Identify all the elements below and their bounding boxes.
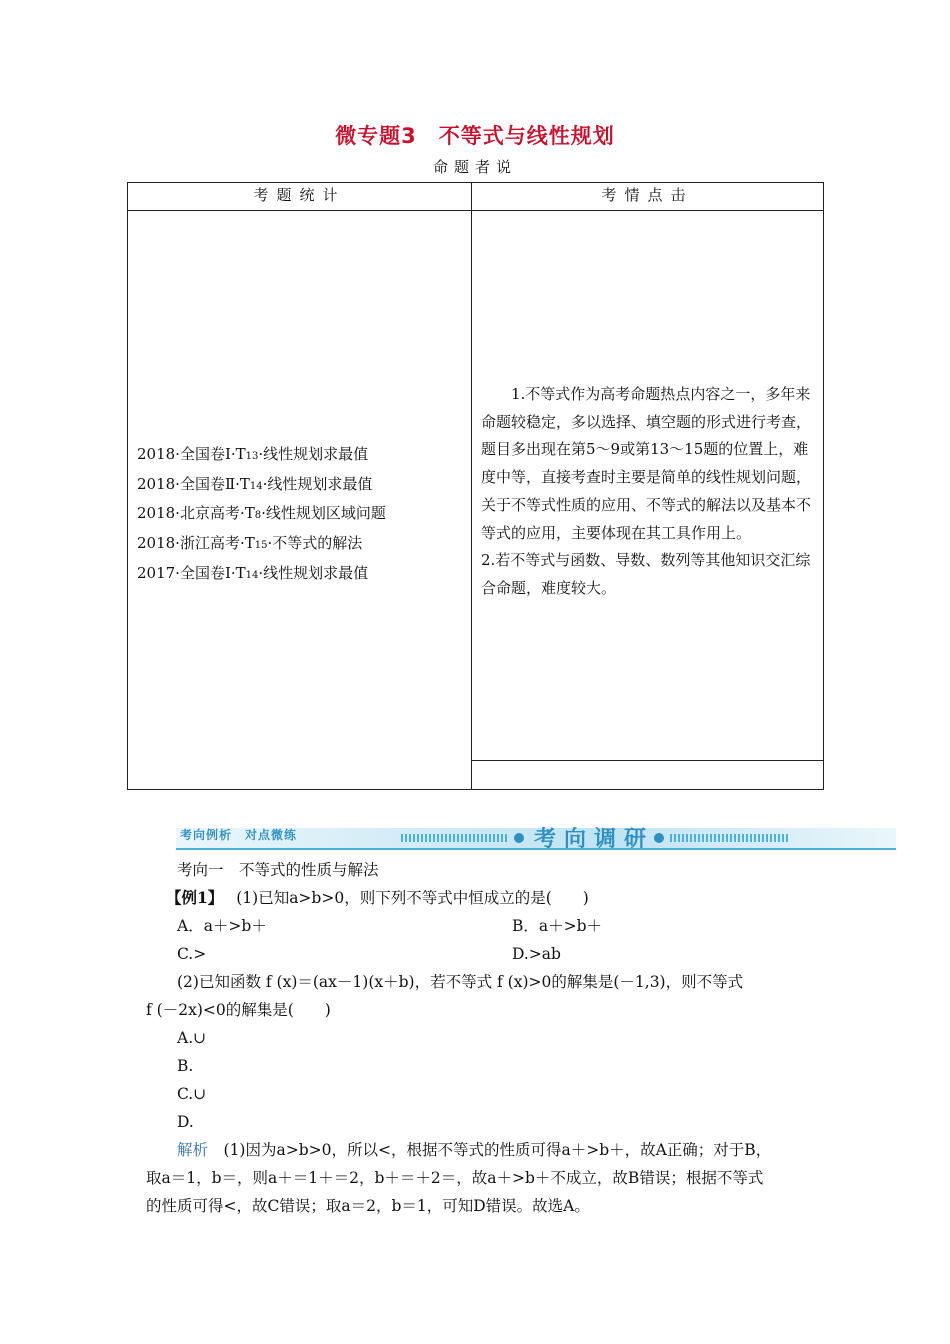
stat-topic: ·线性规划求最值 xyxy=(258,563,369,582)
solution-label: 解析 xyxy=(177,1141,209,1159)
section-heading: 考向一 不等式的性质与解法 xyxy=(177,861,379,879)
example-q1: (1)已知a>b>0，则下列不等式中恒成立的是( ) xyxy=(236,889,589,907)
page-title: 微专题3 不等式与线性规划 xyxy=(335,124,615,148)
banner-ball-icon xyxy=(654,833,664,843)
stat-item xyxy=(137,471,386,501)
point-1: 1.不等式作为高考命题热点内容之一，多年来命题较稳定，多以选择、填空题的形式进行考查，题目多出现在第5～9或第13～15题的位置上，难度中等，直接考查时主要是简单的线性规划问题，关于不等式性质的应用、不等式的解法以及基本不等式的应用，主要体现在其工具作用上。 xyxy=(481,385,812,542)
stat-prefix: 2018·浙江高考·T xyxy=(137,534,255,553)
stat-topic: ·线性规划区域问题 xyxy=(261,504,386,523)
option-a: A．a＋>b＋ xyxy=(177,917,267,935)
section-banner xyxy=(176,822,896,850)
empty-cell xyxy=(472,760,824,789)
stat-item xyxy=(137,560,386,590)
banner-left-text: 考向例析 对点微练 xyxy=(180,828,298,842)
stat-prefix: 2018·北京高考·T xyxy=(137,504,255,523)
q2-option-a: A.∪ xyxy=(177,1029,207,1047)
stats-cell xyxy=(128,211,472,790)
banner-dots-left xyxy=(401,834,509,842)
points-cell xyxy=(472,211,824,761)
q2-option-c: C.∪ xyxy=(177,1085,207,1103)
example-label: 【例1】 xyxy=(166,888,224,907)
solution-line-3: 的性质可得<，故C错误；取a＝2，b＝1，可知D错误。故选A。 xyxy=(146,1197,590,1215)
banner-dots-right xyxy=(670,834,790,842)
stat-item xyxy=(137,500,386,530)
section-subtitle: 命题者说 xyxy=(432,158,517,176)
example-q2-line2: f (－2x)<0的解集是( ) xyxy=(146,1001,331,1019)
stats-list xyxy=(137,441,386,590)
col-header-points: 考情点击 xyxy=(472,183,824,211)
stat-topic: ·不等式的解法 xyxy=(267,534,363,553)
solution-line-1 xyxy=(177,1136,771,1164)
option-c: C.> xyxy=(177,945,207,963)
solution-text-1: (1)因为a>b>0，所以<，根据不等式的性质可得a＋>b＋，故A正确；对于B， xyxy=(208,1141,772,1159)
stat-item xyxy=(137,530,386,560)
example-q2-line1: (2)已知函数 f (x)＝(ax－1)(x＋b)，若不等式 f (x)>0的解集是(－1,3)，则不等式 xyxy=(177,973,744,991)
q2-option-d: D. xyxy=(177,1113,194,1131)
stat-prefix: 2018·全国卷Ⅰ·T xyxy=(137,445,246,463)
point-2: 2.若不等式与函数、导数、数列等其他知识交汇综合命题，难度较大。 xyxy=(481,551,811,597)
banner-right-text: 考向调研 xyxy=(534,826,655,852)
stat-topic: ·线性规划求最值 xyxy=(258,445,369,463)
stat-question-number: 8 xyxy=(254,510,262,522)
stat-topic: ·线性规划求最值 xyxy=(262,474,373,493)
stat-question-number: 14 xyxy=(249,480,263,492)
q2-option-b: B. xyxy=(177,1057,194,1075)
banner-ball-icon xyxy=(514,833,524,843)
option-b: B．a＋>b＋ xyxy=(512,917,603,935)
stat-prefix: 2017·全国卷Ⅰ·T xyxy=(137,563,246,582)
exam-stats-table xyxy=(127,182,824,790)
col-header-stats: 考题统计 xyxy=(128,183,472,211)
stat-question-number: 13 xyxy=(245,451,259,462)
option-d: D.>ab xyxy=(512,945,561,963)
example-question-1 xyxy=(166,884,589,912)
solution-line-2: 取a＝1，b＝，则a＋＝1＋＝2，b＋＝＋2＝，故a＋>b＋不成立，故B错误；根据不等式 xyxy=(146,1169,764,1187)
stat-item xyxy=(137,441,386,471)
exam-points-text xyxy=(481,381,816,603)
stat-question-number: 15 xyxy=(254,540,268,552)
stat-prefix: 2018·全国卷Ⅱ·T xyxy=(137,474,250,493)
stat-question-number: 14 xyxy=(245,569,259,581)
